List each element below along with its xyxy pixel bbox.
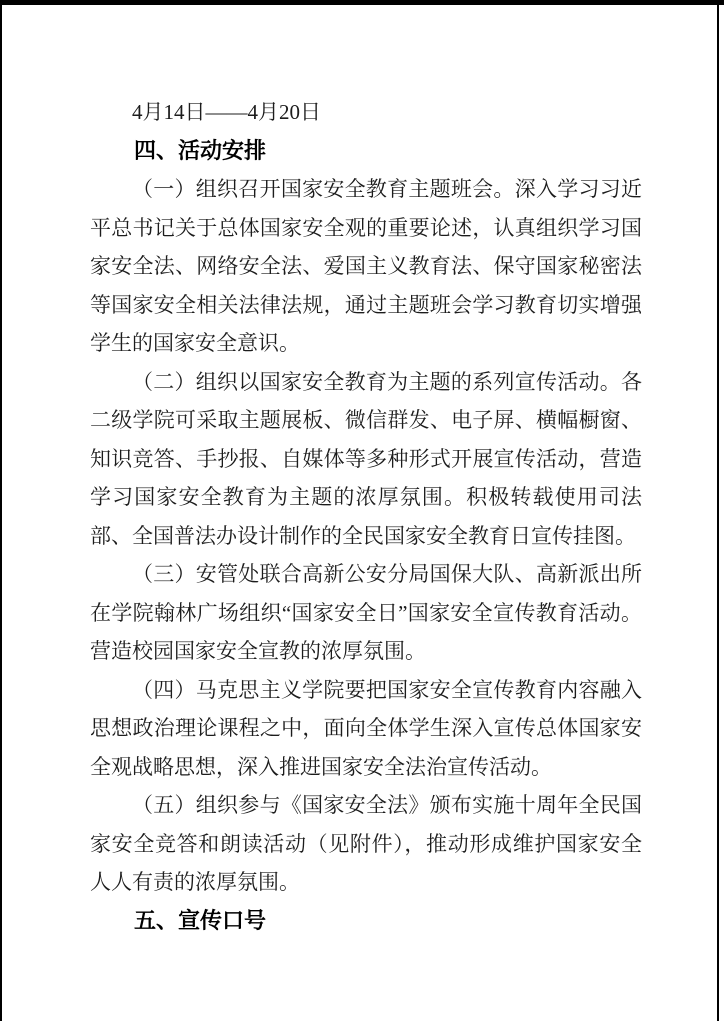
- page-frame-left-edge: [0, 0, 2, 1021]
- page-frame-right-edge: [717, 0, 719, 1021]
- section-heading-activities: 四、活动安排: [134, 137, 267, 163]
- page-frame-top-edge: [0, 0, 724, 5]
- paragraph-item-3: （三）安管处联合高新公安分局国保大队、高新派出所在学院翰林广场组织“国家安全日”国家安全宣传教育活动。营造校园国家安全宣教的浓厚氛围。: [90, 562, 642, 663]
- paragraph-item-4: （四）马克思主义学院要把国家安全宣传教育内容融入思想政治理论课程之中，面向全体学生深入宣传总体国家安全观战略思想，深入推进国家安全法治宣传活动。: [90, 677, 642, 779]
- paragraph-item-2: （二）组织以国家安全教育为主题的系列宣传活动。各二级学院可采取主题展板、微信群发、电子屏、横幅橱窗、知识竞答、手抄报、自媒体等多种形式开展宣传活动，营造学习国家安全教育为主题的浓厚氛围。积极转载使用司法部、全国普法办设计制作的全民国家安全教育日宣传挂图。: [90, 369, 642, 548]
- document-body: [90, 93, 642, 940]
- section-heading-slogans: 五、宣传口号: [134, 907, 267, 933]
- date-range-line: 4月14日——4月20日: [132, 100, 321, 124]
- paragraph-item-1: （一）组织召开国家安全教育主题班会。深入学习习近平总书记关于总体国家安全观的重要论述，认真组织学习国家安全法、网络安全法、爱国主义教育法、保守国家秘密法等国家安全相关法律法规，通过主题班会学习教育切实增强学生的国家安全意识。: [90, 177, 642, 355]
- paragraph-item-5: （五）组织参与《国家安全法》颁布实施十周年全民国家安全竞答和朗读活动（见附件），推动形成维护国家安全人人有责的浓厚氛围。: [90, 793, 642, 894]
